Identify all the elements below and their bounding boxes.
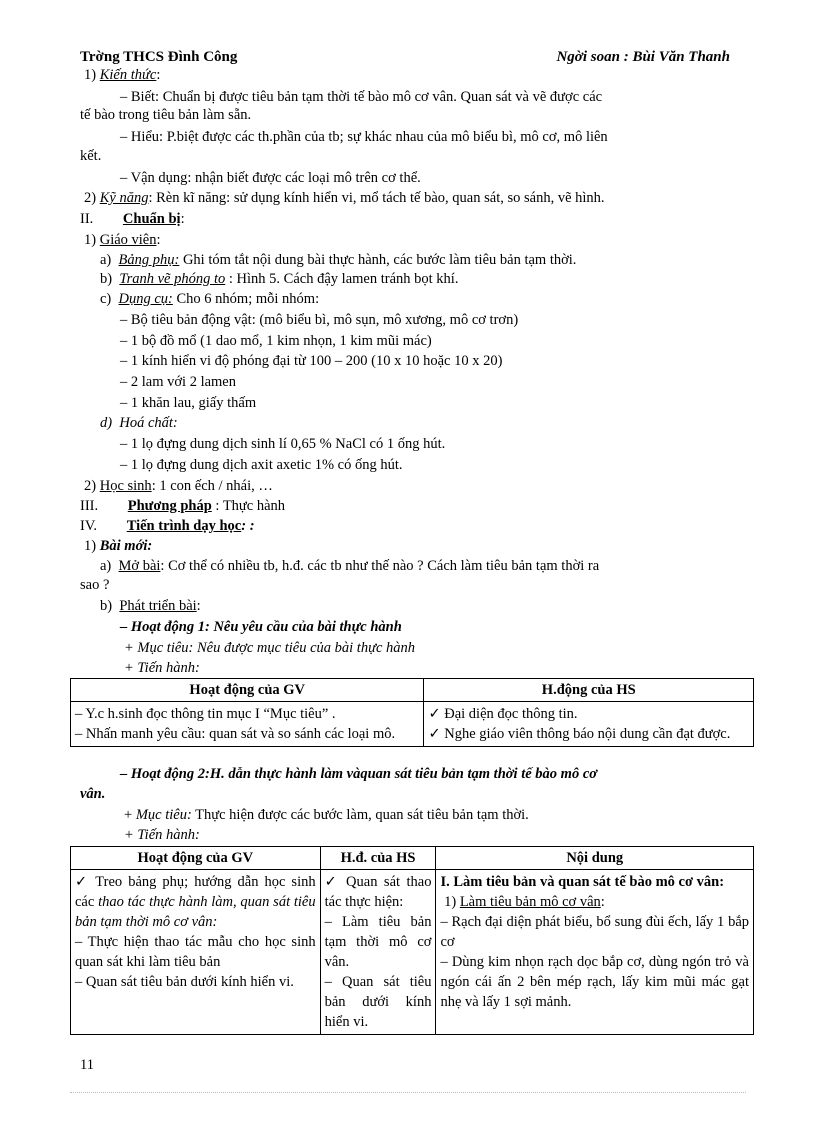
teacher-heading: 1) Giáo viên: xyxy=(84,232,161,248)
knowledge-label: Kiến thức xyxy=(99,67,157,83)
table-row xyxy=(71,870,754,1035)
gv-intro xyxy=(75,872,316,932)
table-header: Nội dung xyxy=(436,847,754,870)
gv-item: – Y.c h.sinh đọc thông tin mục I “Mục tiêu” . xyxy=(75,706,336,722)
page-number: 11 xyxy=(80,1057,94,1073)
content-item: – Rạch đại diện phát biểu, bổ sung đùi ếch, lấy 1 bắp cơ xyxy=(440,914,749,950)
hs-item: – Quan sát tiêu bản dưới kính hiển vi. xyxy=(324,974,432,1030)
skills-number: 2) xyxy=(84,190,97,206)
content-item: – Dùng kim nhọn rạch dọc bắp cơ, dùng ngón trỏ và ngón cái ấn 2 bên mép rạch, lấy kim mũi mác gạt nhẹ và lấy 1 sợi mảnh. xyxy=(440,954,749,1010)
gv-intro-text: ✓ Treo bảng phụ; hướng dẫn học sinh các xyxy=(75,874,316,910)
content-sub: 1) Làm tiêu bản mô cơ vân: xyxy=(444,894,605,910)
develop-line: b) Phát triển bài: xyxy=(100,598,201,614)
skills-line xyxy=(84,189,605,207)
activity2-title: – Hoạt động 2:H. dẫn thực hành làm vàquan sát tiêu bản tạm thời tế bào mô cơ xyxy=(120,766,598,782)
develop-label: Phát triển bài xyxy=(119,598,197,614)
prep-a-text: Ghi tóm tắt nội dung bài thực hành, các bước làm tiêu bản tạm thời. xyxy=(179,252,577,268)
activity2-goal xyxy=(124,806,529,824)
activity2-title-b: vân. xyxy=(80,786,106,802)
table-header: H.đ. của HS xyxy=(320,847,436,870)
tool-item: – 1 kính hiển vi độ phóng đại từ 100 – 200 (10 x 10 hoặc 10 x 20) xyxy=(120,353,503,369)
prep-d-label: Hoá chất: xyxy=(119,415,178,431)
chemical-item: – 1 lọ đựng dung dịch sinh lí 0,65 % NaCl có 1 ống hút. xyxy=(120,436,446,452)
gv-cell xyxy=(71,702,424,747)
knowledge-heading: 1) Kiến thức: xyxy=(84,67,161,83)
gv-cell xyxy=(71,870,321,1035)
gv-item: – Quan sát tiêu bản dưới kính hiển vi. xyxy=(75,974,294,990)
intro-label: Mở bài xyxy=(118,558,161,574)
author-name: Ngời soan : Bùi Văn Thanh xyxy=(556,49,730,65)
footer-divider xyxy=(70,1092,746,1093)
prep-heading: II. Chuẩn bị: xyxy=(80,211,185,227)
process-title: Tiến trình dạy học xyxy=(126,518,242,534)
method-number: III. xyxy=(80,498,99,514)
content-sub-label: Làm tiêu bản mô cơ vân xyxy=(459,894,601,910)
method-title: Phương pháp xyxy=(127,498,212,514)
hs-item: ✓ Đại diện đọc thông tin. xyxy=(428,706,578,722)
table-row xyxy=(71,702,754,747)
intro-line: a) Mở bài: Cơ thể có nhiều tb, h.đ. các tb như thế nào ? Cách làm tiêu bản tạm thời ra xyxy=(100,558,600,574)
table-header: H.động của HS xyxy=(424,679,754,702)
know-line-1: – Biết: Chuẩn bị được tiêu bản tạm thời tế bào mô cơ vân. Quan sát và vẽ được các xyxy=(120,89,603,105)
activity2-proc: + Tiến hành: xyxy=(124,827,200,843)
understand-line-b: kết. xyxy=(80,148,102,164)
gv-intro-italic: thao tác thực hành làm, quan sát tiêu bản tạm thời mô cơ vân: xyxy=(75,894,316,930)
student-label: Học sinh xyxy=(99,478,152,494)
tool-item: – 1 khăn lau, giấy thấm xyxy=(120,395,257,411)
prep-title: Chuẩn bị xyxy=(122,211,181,227)
apply-line: – Vận dụng: nhận biết được các loại mô trên cơ thể. xyxy=(120,170,421,186)
prep-number: II. xyxy=(80,211,94,227)
teacher-label: Giáo viên xyxy=(99,232,157,248)
tool-item: – 2 lam với 2 lamen xyxy=(120,374,236,390)
gv-item: – Thực hiện thao tác mẫu cho học sinh quan sát khi làm tiêu bản xyxy=(75,934,316,970)
knowledge-number: 1) xyxy=(84,67,97,83)
table-header-row xyxy=(71,847,754,870)
prep-c: c) Dụng cụ: Cho 6 nhóm; mỗi nhóm: xyxy=(100,291,320,307)
prep-c-text: Cho 6 nhóm; mỗi nhóm: xyxy=(172,291,320,307)
content-sub-number: 1) xyxy=(444,894,457,910)
process-number: IV. xyxy=(80,518,98,534)
prep-b-text: : Hình 5. Cách đậy lamen tránh bọt khí. xyxy=(225,271,459,287)
activity1-table xyxy=(70,678,754,747)
hs-cell xyxy=(320,870,436,1035)
hs-item: ✓ Nghe giáo viên thông báo nội dung cần đạt được. xyxy=(428,726,731,742)
newlesson-number: 1) xyxy=(84,538,97,554)
activity2-goal-label: Mục tiêu: xyxy=(135,807,192,823)
table-header-row xyxy=(71,679,754,702)
prep-a-label: Bảng phụ: xyxy=(118,252,180,268)
student-line xyxy=(84,477,273,495)
content-title: I. Làm tiêu bản và quan sát tế bào mô cơ vân: xyxy=(440,874,725,890)
process-title-suffix: : : xyxy=(241,518,255,534)
process-heading xyxy=(80,517,255,535)
newlesson-label: Bài mới: xyxy=(99,538,153,554)
skills-text: : Rèn kĩ năng: sử dụng kính hiển vi, mổ tách tế bào, quan sát, so sánh, vẽ hình. xyxy=(148,190,605,206)
hs-cell xyxy=(424,702,754,747)
table-header: Hoạt động của GV xyxy=(71,847,321,870)
intro-line-b: sao ? xyxy=(80,577,110,593)
prep-c-label: Dụng cụ: xyxy=(118,291,173,307)
activity2-goal-text: Thực hiện được các bước làm, quan sát tiêu bản tạm thời. xyxy=(191,807,529,823)
gv-item: – Nhấn manh yêu cầu: quan sát và so sánh các loại mô. xyxy=(75,726,396,742)
method-heading xyxy=(80,497,285,515)
prep-b: b) Tranh vẽ phóng to : Hình 5. Cách đậy lamen tránh bọt khí. xyxy=(100,271,459,287)
intro-text: : Cơ thể có nhiều tb, h.đ. các tb như thế nào ? Cách làm tiêu bản tạm thời ra xyxy=(160,558,600,574)
hs-item: – Làm tiêu bản tạm thời mô cơ vân. xyxy=(324,914,432,970)
student-number: 2) xyxy=(84,478,97,494)
prep-d: d) Hoá chất: xyxy=(100,415,178,431)
chemical-item: – 1 lọ đựng dung dịch axit axetic 1% có ống hút. xyxy=(120,457,403,473)
method-text: : Thực hành xyxy=(211,498,286,514)
prep-b-label: Tranh vẽ phóng to xyxy=(119,271,226,287)
activity1-proc: + Tiến hành: xyxy=(124,660,200,676)
hs-item: ✓ Quan sát thao tác thực hiện: xyxy=(324,874,432,910)
student-text: : 1 con ếch / nhái, … xyxy=(151,478,273,494)
activity2-goal-prefix: + xyxy=(124,807,136,823)
school-name: Trờng THCS Đình Công xyxy=(80,49,238,65)
prep-a: a) Bảng phụ: Ghi tóm tắt nội dung bài thực hành, các bước làm tiêu bản tạm thời. xyxy=(100,252,577,268)
activity1-title: – Hoạt động 1: Nêu yêu cầu của bài thực hành xyxy=(120,619,402,635)
know-line-1b: tế bào trong tiêu bản làm sẵn. xyxy=(80,107,252,123)
skills-label: Kỹ năng xyxy=(99,190,149,206)
activity1-goal: + Mục tiêu: Nêu được mục tiêu của bài thực hành xyxy=(124,640,416,656)
tool-item: – 1 bộ đồ mổ (1 dao mổ, 1 kim nhọn, 1 kim mũi mác) xyxy=(120,333,432,349)
content-cell xyxy=(436,870,754,1035)
activity2-table xyxy=(70,846,754,1035)
tool-item: – Bộ tiêu bản động vật: (mô biểu bì, mô sụn, mô xương, mô cơ trơn) xyxy=(120,312,519,328)
teacher-number: 1) xyxy=(84,232,97,248)
newlesson-heading xyxy=(84,537,152,555)
table-header: Hoạt động của GV xyxy=(71,679,424,702)
understand-line: – Hiểu: P.biệt được các th.phần của tb; sự khác nhau của mô biểu bì, mô cơ, mô liên xyxy=(120,129,608,145)
